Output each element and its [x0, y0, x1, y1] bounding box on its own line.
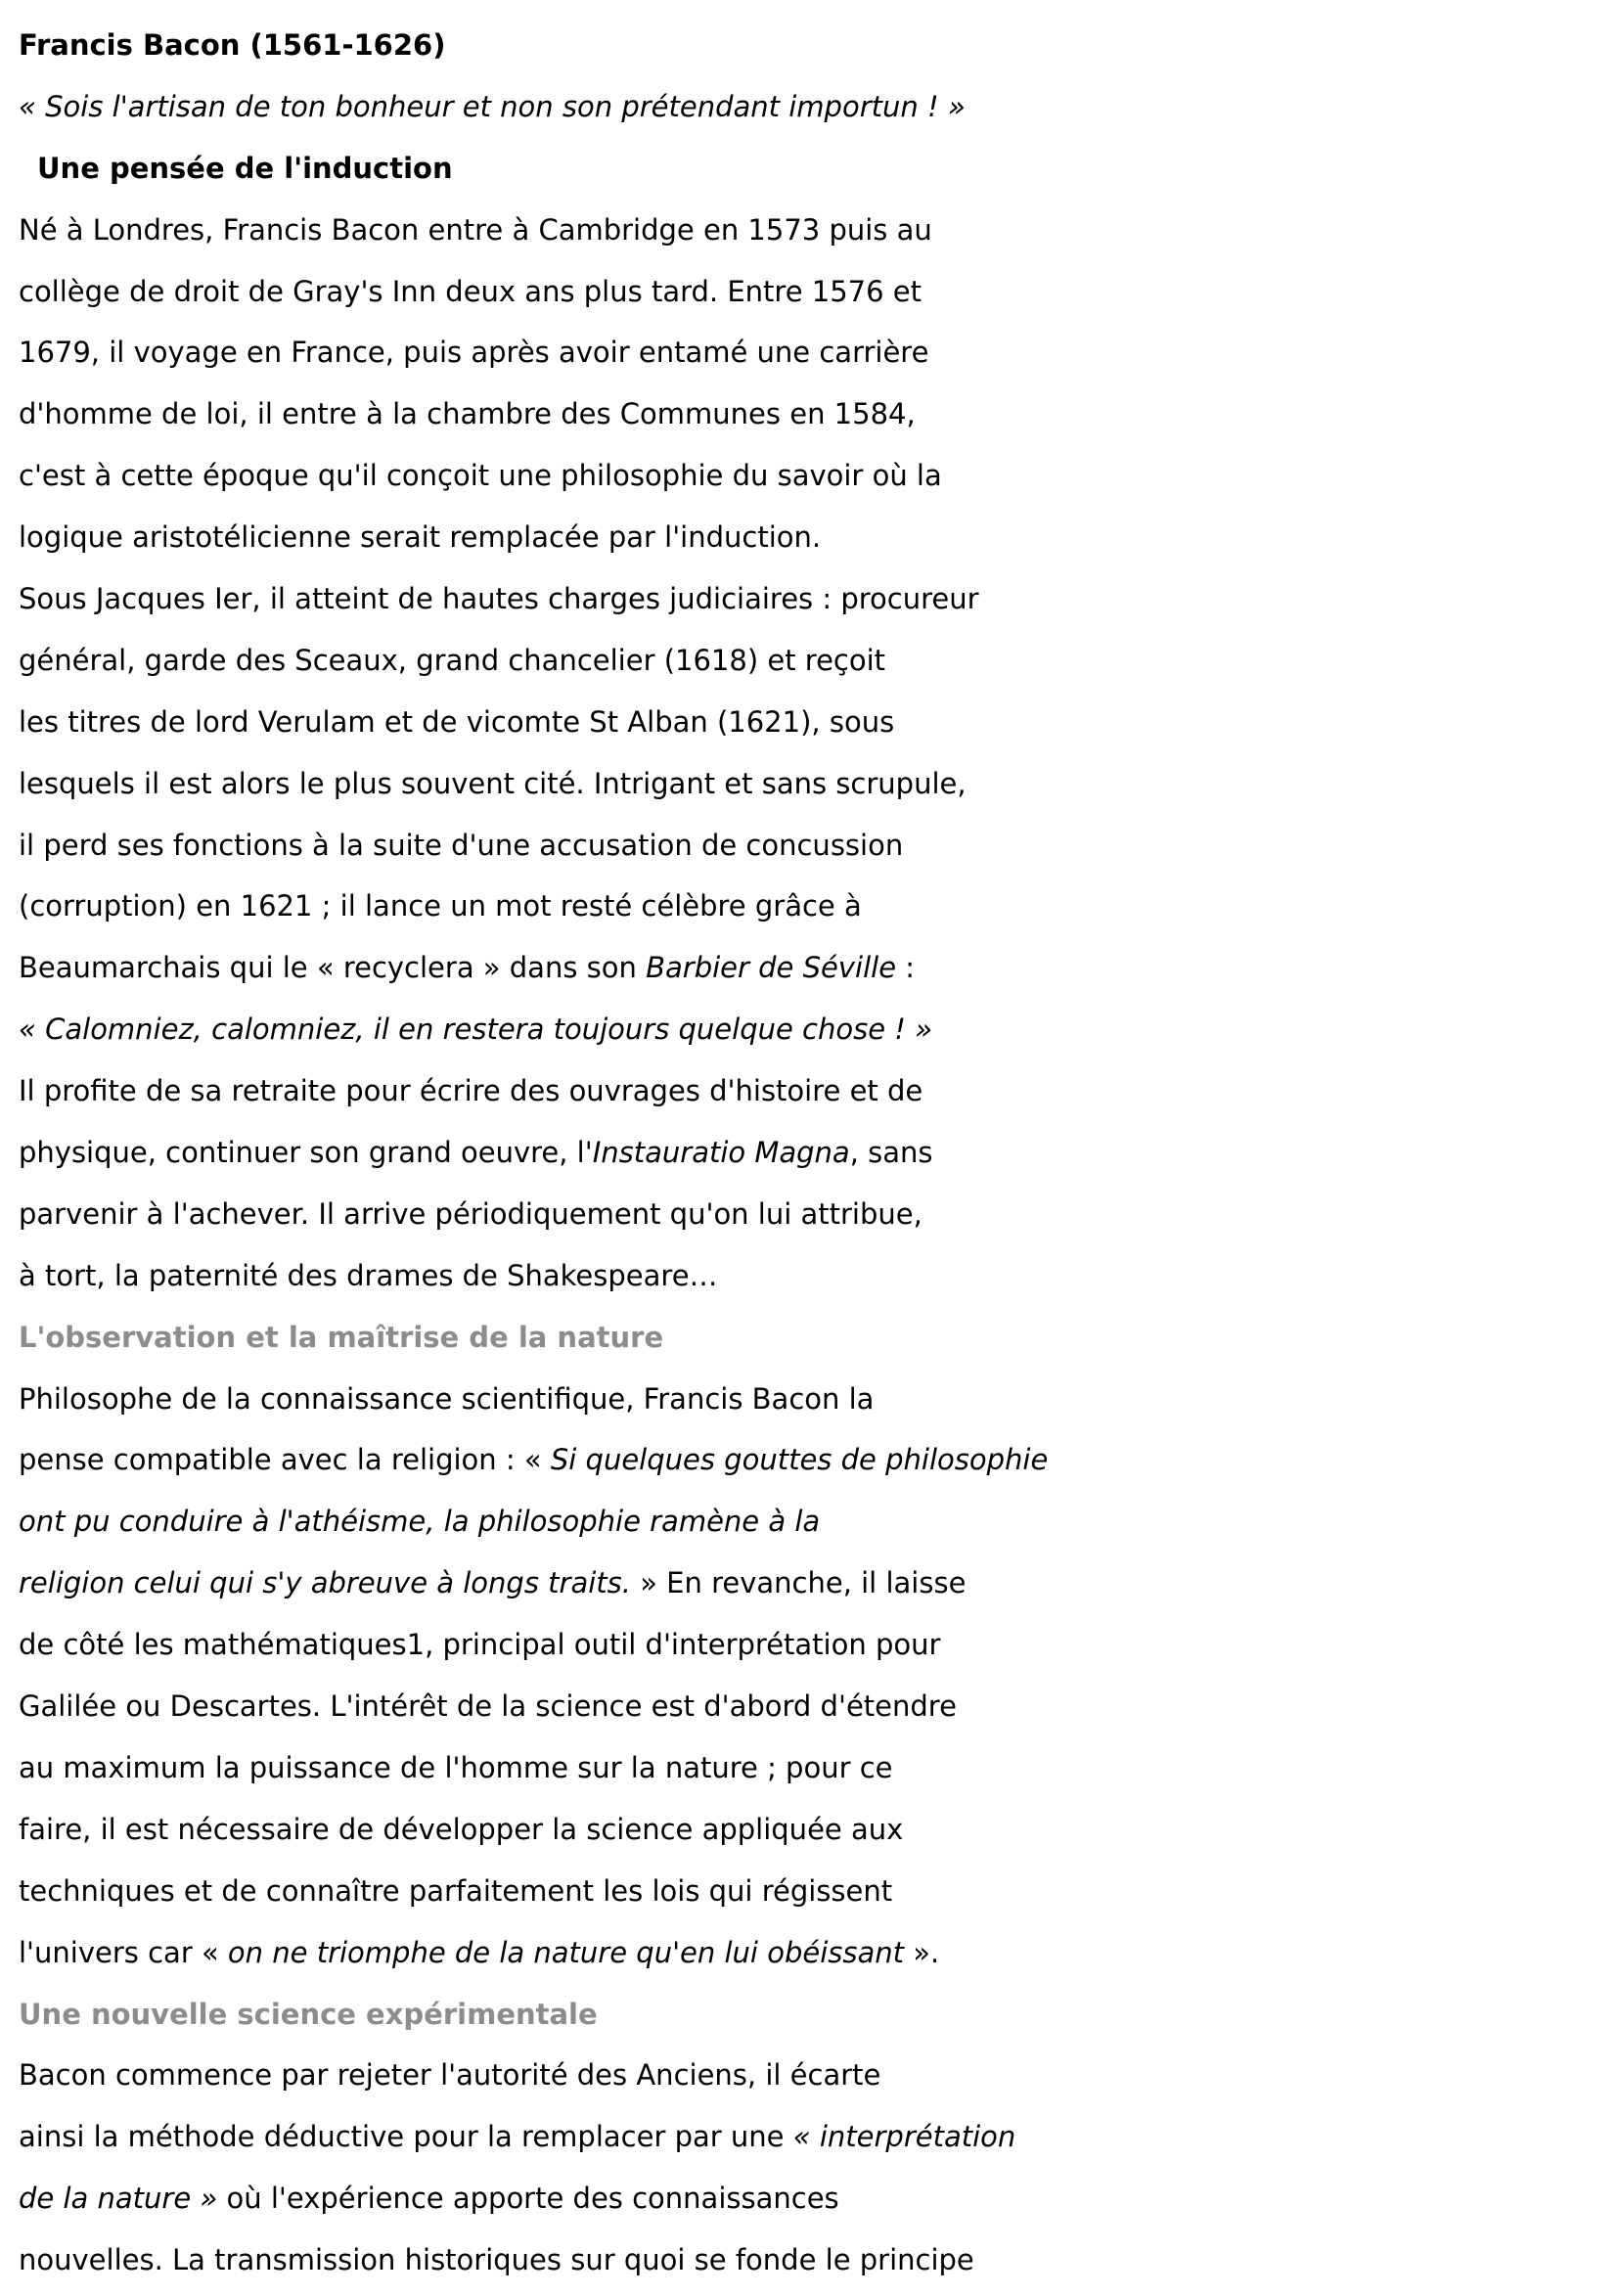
paragraph-line: lesquels il est alors le plus souvent cité. Intrigant et sans scrupule, [19, 766, 967, 800]
text-span: Beaumarchais qui le « recyclera » dans son [19, 951, 647, 985]
paragraph-line: à tort, la paternité des drames de Shakespeare… [19, 1258, 718, 1292]
paragraph-line: techniques et de connaître parfaitement les lois qui régissent [19, 1873, 893, 1908]
text-span: ainsi la méthode déductive pour la remplacer par une [19, 2120, 793, 2154]
paragraph-line: Philosophe de la connaissance scientifique, Francis Bacon la [19, 1381, 875, 1416]
paragraph-line: c'est à cette époque qu'il conçoit une philosophie du savoir où la [19, 459, 942, 493]
paragraph-line: général, garde des Sceaux, grand chancelier (1618) et reçoit [19, 643, 886, 677]
paragraph-line: collège de droit de Gray's Inn deux ans plus tard. Entre 1576 et [19, 274, 922, 308]
paragraph-line: d'homme de loi, il entre à la chambre des Communes en 1584, [19, 397, 916, 431]
quote-text: on ne triomphe de la nature qu'en lui obéissant [227, 1935, 904, 1969]
paragraph-line-quote [19, 2111, 1584, 2173]
quote-text: religion celui qui s'y abreuve à longs traits. [19, 1566, 631, 1600]
paragraph-line: de côté les mathématiques1, principal outil d'interprétation pour [19, 1628, 941, 1662]
text-span: ». [904, 1935, 940, 1969]
paragraph-line: il perd ses fonctions à la suite d'une accusation de concussion [19, 828, 904, 862]
text-span: : [896, 951, 916, 985]
paragraph-line: les titres de lord Verulam et de vicomte St Alban (1621), sous [19, 704, 895, 739]
paragraph-line: 1679, il voyage en France, puis après avoir entamé une carrière [19, 336, 929, 370]
paragraph-line: (corruption) en 1621 ; il lance un mot resté célèbre grâce à [19, 889, 862, 923]
epigraph [19, 81, 1584, 143]
paragraph-line: au maximum la puissance de l'homme sur la nature ; pour ce [19, 1750, 893, 1784]
text-span: l'univers car « [19, 1935, 228, 1969]
paragraph-line: nouvelles. La transmission historiques sur quoi se fonde le principe [19, 2243, 974, 2277]
quote-text: Si quelques gouttes de philosophie [550, 1443, 1049, 1477]
paragraph-line: Il profite de sa retraite pour écrire des ouvrages d'histoire et de [19, 1074, 923, 1108]
section-heading-science: Une nouvelle science expérimentale [19, 1997, 598, 2031]
quote-calomniez [19, 1004, 1584, 1065]
paragraph-line: parvenir à l'achever. Il arrive périodiquement qu'on lui attribue, [19, 1196, 922, 1231]
paragraph-line: Bacon commence par rejeter l'autorité des Anciens, il écarte [19, 2058, 881, 2093]
section-heading-observation: L'observation et la maîtrise de la nature [19, 1320, 664, 1354]
document-body [19, 20, 1584, 2296]
paragraph-line-quote [19, 2173, 1584, 2234]
quote-text: ont pu conduire à l'athéisme, la philosophie ramène à la [19, 1505, 821, 1539]
paragraph-line-quote [19, 1434, 1584, 1496]
book-title-instauratio: Instauratio Magna [592, 1136, 850, 1170]
quote-text: de la nature » [19, 2182, 218, 2216]
section-heading-induction: Une pensée de l'induction [37, 151, 453, 185]
paragraph-line: logique aristotélicienne serait remplacée par l'induction. [19, 520, 822, 555]
paragraph-line: Né à Londres, Francis Bacon entre à Cambridge en 1573 puis au [19, 212, 932, 247]
text-span: , sans [849, 1136, 933, 1170]
text-span: pense compatible avec la religion : « [19, 1443, 551, 1477]
document-title: Francis Bacon (1561-1626) [19, 28, 446, 62]
paragraph-line: Sous Jacques Ier, il atteint de hautes charges judiciaires : procureur [19, 582, 979, 616]
quote-text: « interprétation [792, 2120, 1016, 2154]
paragraph-line: faire, il est nécessaire de développer la science appliquée aux [19, 1812, 904, 1846]
paragraph-line: Galilée ou Descartes. L'intérêt de la science est d'abord d'étendre [19, 1689, 957, 1724]
paragraph-line-quote [19, 1496, 1584, 1557]
paragraph-line-quote [19, 1927, 1584, 1989]
text-span: physique, continuer son grand oeuvre, l' [19, 1136, 593, 1170]
book-title-barbier: Barbier de Séville [646, 951, 897, 985]
text-span: » En revanche, il laisse [630, 1566, 967, 1600]
quote-text: « Calomniez, calomniez, il en restera toujours quelque chose ! » [19, 1013, 933, 1047]
paragraph-line-barbier [19, 942, 1584, 1004]
epigraph-text: « Sois l'artisan de ton bonheur et non son prétendant importun ! » [19, 89, 966, 123]
paragraph-line-instauratio [19, 1127, 1584, 1189]
paragraph-line-quote [19, 1557, 1584, 1619]
text-span: où l'expérience apporte des connaissances [217, 2182, 839, 2216]
